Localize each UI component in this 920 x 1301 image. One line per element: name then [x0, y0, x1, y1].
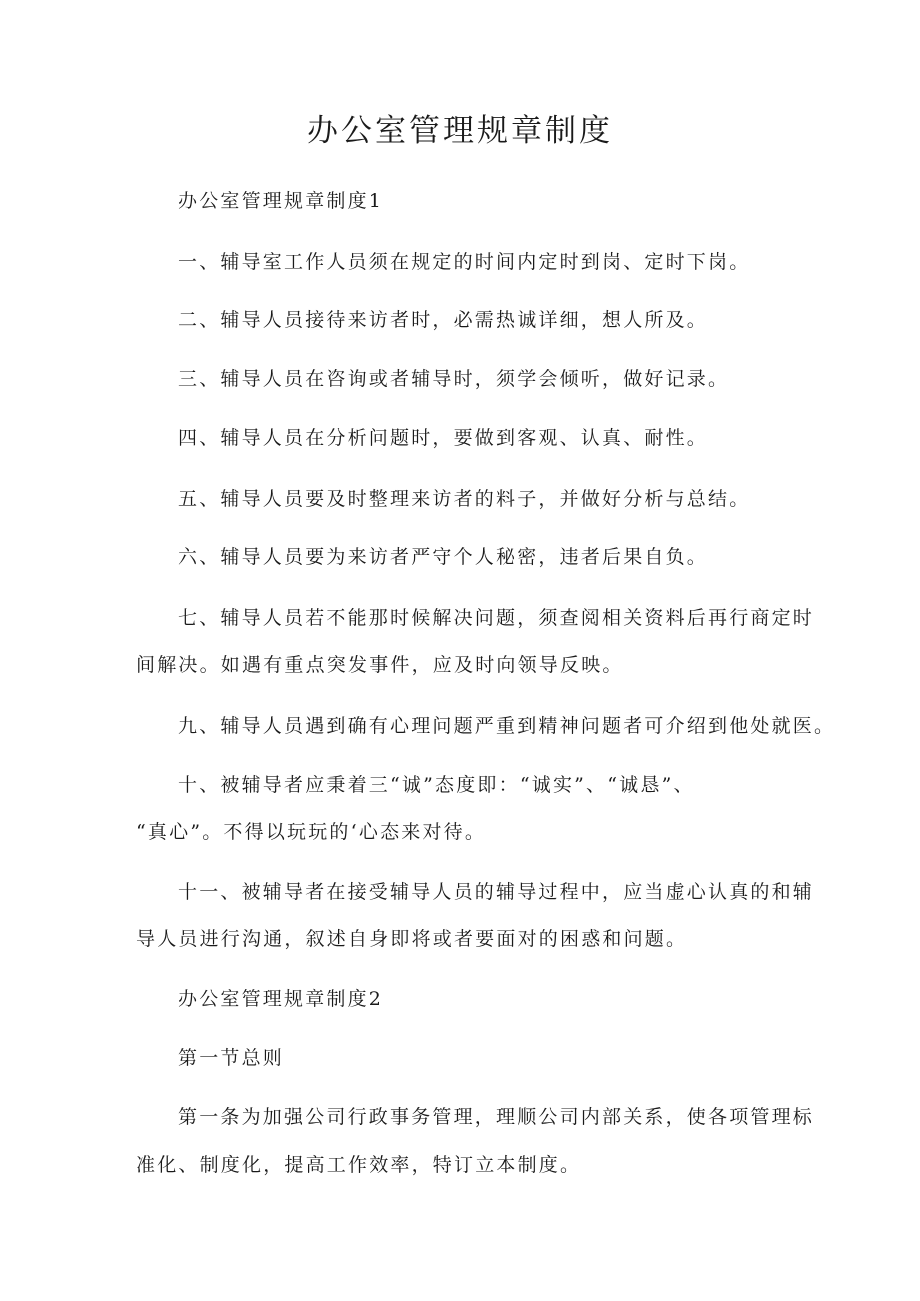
rule-item-7-line-1: 七、辅导人员若不能那时候解决问题，须查阅相关资料后再行商定时: [178, 607, 815, 629]
article-1-line-2: 准化、制度化，提高工作效率，特订立本制度。: [136, 1154, 582, 1176]
document-title: 办公室管理规章制度: [307, 113, 613, 149]
article-1-line-1: 第一条为加强公司行政事务管理，理顺公司内部关系，使各项管理标: [178, 1106, 815, 1128]
rule-item-5: 五、辅导人员要及时整理来访者的料子，并做好分析与总结。: [178, 488, 751, 510]
rule-item-10-line-1: 十、被辅导者应秉着三“诚”态度即：“诚实”、“诚恳”、: [178, 774, 695, 796]
chapter-heading: 第一节总则: [178, 1047, 285, 1069]
rule-item-10-line-2: “真心”。不得以玩玩的‘心态来对待。: [136, 821, 487, 843]
section-heading-1: 办公室管理规章制度1: [178, 190, 384, 212]
rule-item-2: 二、辅导人员接待来访者时，必需热诚详细，想人所及。: [178, 309, 709, 331]
rule-item-6: 六、辅导人员要为来访者严守个人秘密，违者后果自负。: [178, 546, 709, 568]
rule-item-4: 四、辅导人员在分析问题时，要做到客观、认真、耐性。: [178, 427, 709, 449]
rule-item-3: 三、辅导人员在咨询或者辅导时，须学会倾听，做好记录。: [178, 368, 730, 390]
section-heading-2: 办公室管理规章制度2: [178, 988, 384, 1010]
rule-item-11-line-2: 导人员进行沟通，叙述自身即将或者要面对的困惑和问题。: [136, 928, 688, 950]
rule-item-11-line-1: 十一、被辅导者在接受辅导人员的辅导过程中，应当虚心认真的和辅: [178, 881, 815, 903]
rule-item-7-line-2: 间解决。如遇有重点突发事件，应及时向领导反映。: [136, 654, 624, 676]
rule-item-9: 九、辅导人员遇到确有心理问题严重到精神问题者可介绍到他处就医。: [178, 715, 836, 737]
rule-item-1: 一、辅导室工作人员须在规定的时间内定时到岗、定时下岗。: [178, 251, 751, 273]
